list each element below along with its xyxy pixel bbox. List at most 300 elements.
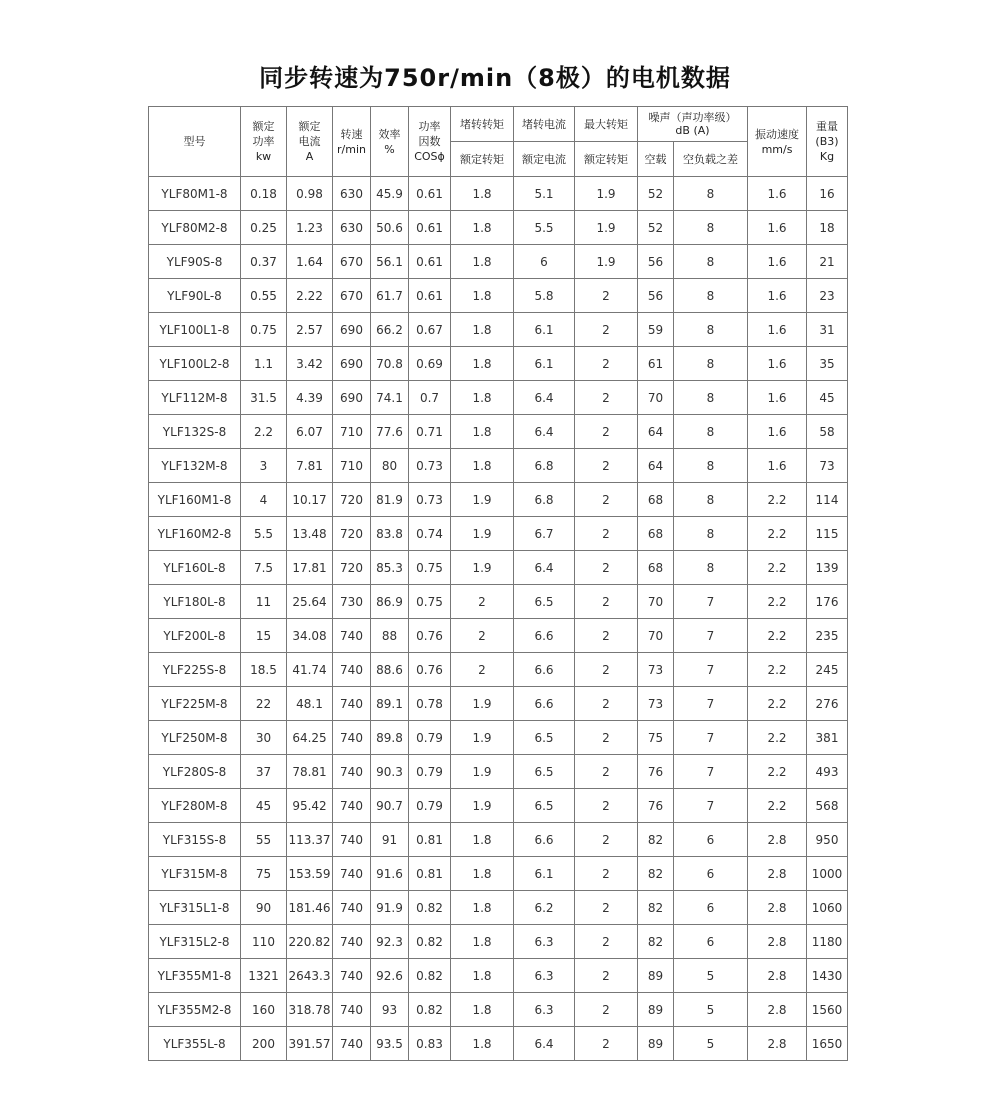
cell-weight: 73 [807, 449, 848, 483]
cell-power-factor: 0.81 [409, 823, 451, 857]
cell-max-torque: 1.9 [575, 245, 638, 279]
header-max-torque-sub: 额定转矩 [575, 142, 638, 177]
cell-current: 113.37 [287, 823, 333, 857]
cell-speed: 690 [333, 313, 371, 347]
cell-vibration: 2.2 [748, 721, 807, 755]
cell-power-factor: 0.82 [409, 925, 451, 959]
table-row [149, 993, 848, 1027]
cell-locked-current: 5.5 [514, 211, 575, 245]
cell-noise-diff: 6 [674, 857, 748, 891]
header-noise: 噪声（声功率级） dB (A) [638, 107, 748, 142]
cell-vibration: 2.2 [748, 483, 807, 517]
cell-locked-current: 6.1 [514, 857, 575, 891]
table-row [149, 823, 848, 857]
cell-current: 41.74 [287, 653, 333, 687]
cell-locked-current: 6.1 [514, 347, 575, 381]
cell-power: 30 [241, 721, 287, 755]
cell-power: 1.1 [241, 347, 287, 381]
cell-power-factor: 0.67 [409, 313, 451, 347]
cell-noise-diff: 8 [674, 211, 748, 245]
cell-power-factor: 0.82 [409, 993, 451, 1027]
cell-noise-noload: 73 [638, 687, 674, 721]
cell-weight: 31 [807, 313, 848, 347]
cell-current: 391.57 [287, 1027, 333, 1061]
cell-speed: 740 [333, 857, 371, 891]
cell-locked-torque: 1.8 [451, 347, 514, 381]
cell-noise-noload: 89 [638, 959, 674, 993]
cell-model: YLF80M1-8 [149, 177, 241, 211]
cell-power: 4 [241, 483, 287, 517]
cell-vibration: 2.2 [748, 551, 807, 585]
table-row [149, 415, 848, 449]
table-row [149, 755, 848, 789]
cell-max-torque: 2 [575, 449, 638, 483]
cell-power-factor: 0.61 [409, 211, 451, 245]
cell-noise-diff: 8 [674, 449, 748, 483]
cell-weight: 35 [807, 347, 848, 381]
cell-current: 2.22 [287, 279, 333, 313]
cell-weight: 950 [807, 823, 848, 857]
cell-max-torque: 2 [575, 959, 638, 993]
cell-efficiency: 92.3 [371, 925, 409, 959]
cell-efficiency: 90.3 [371, 755, 409, 789]
cell-noise-noload: 76 [638, 789, 674, 823]
cell-locked-current: 6.4 [514, 551, 575, 585]
header-max-torque: 最大转矩 [575, 107, 638, 142]
cell-current: 10.17 [287, 483, 333, 517]
cell-power-factor: 0.81 [409, 857, 451, 891]
cell-vibration: 2.8 [748, 925, 807, 959]
cell-model: YLF132S-8 [149, 415, 241, 449]
cell-current: 25.64 [287, 585, 333, 619]
cell-noise-noload: 52 [638, 177, 674, 211]
cell-power-factor: 0.78 [409, 687, 451, 721]
page-title: 同步转速为750r/min（8极）的电机数据 [259, 64, 731, 92]
cell-current: 181.46 [287, 891, 333, 925]
cell-model: YLF100L1-8 [149, 313, 241, 347]
cell-power: 200 [241, 1027, 287, 1061]
table-row [149, 517, 848, 551]
cell-noise-noload: 89 [638, 993, 674, 1027]
cell-model: YLF160M1-8 [149, 483, 241, 517]
cell-power: 3 [241, 449, 287, 483]
cell-noise-noload: 75 [638, 721, 674, 755]
cell-locked-torque: 2 [451, 619, 514, 653]
table-body [149, 177, 848, 1061]
cell-vibration: 2.8 [748, 891, 807, 925]
cell-noise-diff: 7 [674, 789, 748, 823]
cell-noise-noload: 56 [638, 279, 674, 313]
cell-model: YLF132M-8 [149, 449, 241, 483]
cell-locked-torque: 1.9 [451, 721, 514, 755]
cell-power: 31.5 [241, 381, 287, 415]
cell-max-torque: 2 [575, 483, 638, 517]
cell-efficiency: 88.6 [371, 653, 409, 687]
cell-power: 90 [241, 891, 287, 925]
cell-efficiency: 50.6 [371, 211, 409, 245]
table-row [149, 925, 848, 959]
header-rated-power: 额定 功率 kw [241, 107, 287, 177]
cell-weight: 568 [807, 789, 848, 823]
cell-current: 6.07 [287, 415, 333, 449]
cell-power: 160 [241, 993, 287, 1027]
cell-current: 153.59 [287, 857, 333, 891]
cell-speed: 630 [333, 177, 371, 211]
cell-efficiency: 89.1 [371, 687, 409, 721]
cell-vibration: 1.6 [748, 177, 807, 211]
cell-speed: 690 [333, 347, 371, 381]
cell-vibration: 1.6 [748, 449, 807, 483]
cell-max-torque: 2 [575, 653, 638, 687]
cell-noise-noload: 68 [638, 517, 674, 551]
cell-model: YLF355L-8 [149, 1027, 241, 1061]
table-row [149, 313, 848, 347]
cell-locked-torque: 1.8 [451, 313, 514, 347]
cell-noise-diff: 8 [674, 551, 748, 585]
cell-current: 7.81 [287, 449, 333, 483]
cell-speed: 740 [333, 959, 371, 993]
cell-locked-current: 6 [514, 245, 575, 279]
cell-efficiency: 88 [371, 619, 409, 653]
cell-speed: 740 [333, 993, 371, 1027]
cell-power: 15 [241, 619, 287, 653]
cell-locked-torque: 1.9 [451, 789, 514, 823]
cell-power-factor: 0.79 [409, 789, 451, 823]
cell-locked-current: 6.5 [514, 721, 575, 755]
cell-model: YLF355M2-8 [149, 993, 241, 1027]
cell-efficiency: 91.6 [371, 857, 409, 891]
cell-efficiency: 85.3 [371, 551, 409, 585]
cell-locked-current: 6.4 [514, 381, 575, 415]
cell-speed: 720 [333, 551, 371, 585]
cell-weight: 1060 [807, 891, 848, 925]
cell-vibration: 1.6 [748, 415, 807, 449]
header-locked-current: 堵转电流 [514, 107, 575, 142]
cell-max-torque: 2 [575, 891, 638, 925]
cell-power-factor: 0.79 [409, 721, 451, 755]
cell-locked-torque: 1.8 [451, 1027, 514, 1061]
cell-noise-diff: 7 [674, 619, 748, 653]
cell-noise-diff: 7 [674, 755, 748, 789]
cell-current: 3.42 [287, 347, 333, 381]
cell-power: 0.25 [241, 211, 287, 245]
cell-weight: 235 [807, 619, 848, 653]
cell-locked-torque: 1.9 [451, 517, 514, 551]
cell-max-torque: 2 [575, 415, 638, 449]
cell-noise-noload: 82 [638, 857, 674, 891]
cell-max-torque: 2 [575, 857, 638, 891]
cell-noise-diff: 7 [674, 585, 748, 619]
cell-power: 37 [241, 755, 287, 789]
cell-model: YLF355M1-8 [149, 959, 241, 993]
cell-efficiency: 93 [371, 993, 409, 1027]
cell-model: YLF100L2-8 [149, 347, 241, 381]
header-speed: 转速 r/min [333, 107, 371, 177]
cell-speed: 670 [333, 279, 371, 313]
table-row [149, 449, 848, 483]
cell-vibration: 2.2 [748, 653, 807, 687]
cell-max-torque: 1.9 [575, 177, 638, 211]
cell-speed: 720 [333, 517, 371, 551]
cell-max-torque: 2 [575, 517, 638, 551]
cell-noise-diff: 8 [674, 245, 748, 279]
cell-vibration: 2.2 [748, 517, 807, 551]
cell-locked-current: 6.6 [514, 687, 575, 721]
cell-locked-torque: 2 [451, 653, 514, 687]
cell-vibration: 2.2 [748, 755, 807, 789]
cell-efficiency: 66.2 [371, 313, 409, 347]
cell-current: 0.98 [287, 177, 333, 211]
cell-max-torque: 2 [575, 551, 638, 585]
header-model: 型号 [149, 107, 241, 177]
cell-power: 7.5 [241, 551, 287, 585]
cell-model: YLF225S-8 [149, 653, 241, 687]
cell-speed: 740 [333, 687, 371, 721]
cell-locked-torque: 1.8 [451, 381, 514, 415]
cell-noise-diff: 6 [674, 891, 748, 925]
cell-noise-noload: 73 [638, 653, 674, 687]
cell-model: YLF315L1-8 [149, 891, 241, 925]
cell-weight: 176 [807, 585, 848, 619]
cell-power: 0.18 [241, 177, 287, 211]
cell-noise-noload: 56 [638, 245, 674, 279]
cell-noise-noload: 70 [638, 585, 674, 619]
cell-vibration: 2.2 [748, 687, 807, 721]
cell-speed: 740 [333, 619, 371, 653]
cell-locked-torque: 1.8 [451, 891, 514, 925]
cell-weight: 114 [807, 483, 848, 517]
cell-locked-current: 6.3 [514, 925, 575, 959]
cell-noise-noload: 61 [638, 347, 674, 381]
cell-noise-noload: 64 [638, 449, 674, 483]
header-rated-current: 额定 电流 A [287, 107, 333, 177]
cell-weight: 381 [807, 721, 848, 755]
cell-speed: 730 [333, 585, 371, 619]
cell-vibration: 2.8 [748, 823, 807, 857]
cell-max-torque: 2 [575, 1027, 638, 1061]
table-row [149, 347, 848, 381]
table-row [149, 211, 848, 245]
cell-model: YLF315L2-8 [149, 925, 241, 959]
cell-weight: 58 [807, 415, 848, 449]
table-row [149, 789, 848, 823]
cell-noise-noload: 68 [638, 551, 674, 585]
cell-speed: 740 [333, 653, 371, 687]
cell-model: YLF200L-8 [149, 619, 241, 653]
cell-vibration: 2.8 [748, 857, 807, 891]
cell-noise-diff: 8 [674, 483, 748, 517]
cell-model: YLF315S-8 [149, 823, 241, 857]
table-row [149, 891, 848, 925]
cell-power: 22 [241, 687, 287, 721]
cell-efficiency: 61.7 [371, 279, 409, 313]
cell-noise-diff: 5 [674, 1027, 748, 1061]
cell-model: YLF90S-8 [149, 245, 241, 279]
cell-efficiency: 93.5 [371, 1027, 409, 1061]
cell-noise-noload: 82 [638, 891, 674, 925]
cell-power: 0.75 [241, 313, 287, 347]
cell-max-torque: 2 [575, 823, 638, 857]
cell-current: 4.39 [287, 381, 333, 415]
table-row [149, 381, 848, 415]
cell-weight: 1180 [807, 925, 848, 959]
cell-noise-noload: 64 [638, 415, 674, 449]
cell-weight: 1650 [807, 1027, 848, 1061]
cell-power: 11 [241, 585, 287, 619]
cell-vibration: 2.8 [748, 1027, 807, 1061]
cell-weight: 16 [807, 177, 848, 211]
cell-power-factor: 0.61 [409, 279, 451, 313]
cell-locked-torque: 1.9 [451, 551, 514, 585]
cell-power-factor: 0.75 [409, 585, 451, 619]
cell-noise-diff: 8 [674, 517, 748, 551]
cell-locked-current: 6.6 [514, 823, 575, 857]
cell-locked-current: 6.3 [514, 993, 575, 1027]
cell-power: 55 [241, 823, 287, 857]
cell-weight: 18 [807, 211, 848, 245]
cell-locked-torque: 1.8 [451, 823, 514, 857]
cell-vibration: 2.2 [748, 789, 807, 823]
cell-vibration: 2.2 [748, 619, 807, 653]
cell-locked-torque: 1.9 [451, 483, 514, 517]
cell-weight: 115 [807, 517, 848, 551]
cell-noise-noload: 89 [638, 1027, 674, 1061]
cell-locked-torque: 1.8 [451, 857, 514, 891]
cell-max-torque: 2 [575, 993, 638, 1027]
header-weight: 重量 (B3) Kg [807, 107, 848, 177]
cell-model: YLF180L-8 [149, 585, 241, 619]
cell-locked-current: 5.1 [514, 177, 575, 211]
cell-locked-current: 6.5 [514, 585, 575, 619]
cell-current: 64.25 [287, 721, 333, 755]
cell-power: 1321 [241, 959, 287, 993]
cell-efficiency: 70.8 [371, 347, 409, 381]
cell-current: 78.81 [287, 755, 333, 789]
cell-power-factor: 0.74 [409, 517, 451, 551]
cell-model: YLF90L-8 [149, 279, 241, 313]
table-row [149, 279, 848, 313]
cell-noise-diff: 7 [674, 721, 748, 755]
cell-efficiency: 83.8 [371, 517, 409, 551]
cell-efficiency: 90.7 [371, 789, 409, 823]
cell-max-torque: 2 [575, 585, 638, 619]
cell-power-factor: 0.71 [409, 415, 451, 449]
cell-current: 13.48 [287, 517, 333, 551]
cell-speed: 630 [333, 211, 371, 245]
cell-locked-torque: 1.8 [451, 245, 514, 279]
cell-model: YLF160L-8 [149, 551, 241, 585]
cell-power-factor: 0.61 [409, 245, 451, 279]
cell-power-factor: 0.83 [409, 1027, 451, 1061]
header-vibration: 振动速度 mm/s [748, 107, 807, 177]
table-row [149, 959, 848, 993]
cell-power: 18.5 [241, 653, 287, 687]
cell-weight: 1560 [807, 993, 848, 1027]
cell-locked-torque: 1.9 [451, 755, 514, 789]
cell-efficiency: 91 [371, 823, 409, 857]
cell-weight: 139 [807, 551, 848, 585]
cell-speed: 710 [333, 449, 371, 483]
cell-model: YLF280S-8 [149, 755, 241, 789]
cell-locked-torque: 1.8 [451, 925, 514, 959]
cell-power: 2.2 [241, 415, 287, 449]
header-noise-diff: 空负载之差 [674, 142, 748, 177]
table-row [149, 177, 848, 211]
cell-model: YLF315M-8 [149, 857, 241, 891]
table-row [149, 857, 848, 891]
cell-noise-noload: 70 [638, 381, 674, 415]
cell-noise-diff: 5 [674, 993, 748, 1027]
cell-locked-torque: 1.8 [451, 211, 514, 245]
table-row [149, 653, 848, 687]
cell-vibration: 1.6 [748, 211, 807, 245]
cell-noise-diff: 8 [674, 279, 748, 313]
cell-max-torque: 2 [575, 925, 638, 959]
cell-speed: 720 [333, 483, 371, 517]
cell-vibration: 1.6 [748, 347, 807, 381]
cell-max-torque: 2 [575, 619, 638, 653]
cell-vibration: 2.8 [748, 959, 807, 993]
cell-locked-torque: 1.9 [451, 687, 514, 721]
cell-weight: 45 [807, 381, 848, 415]
cell-weight: 276 [807, 687, 848, 721]
cell-noise-diff: 8 [674, 381, 748, 415]
cell-model: YLF250M-8 [149, 721, 241, 755]
cell-efficiency: 56.1 [371, 245, 409, 279]
table-row [149, 585, 848, 619]
cell-noise-diff: 8 [674, 415, 748, 449]
cell-power: 110 [241, 925, 287, 959]
header-row-1 [149, 107, 848, 142]
cell-weight: 1000 [807, 857, 848, 891]
cell-power-factor: 0.73 [409, 449, 451, 483]
cell-speed: 740 [333, 789, 371, 823]
motor-data-table [148, 106, 848, 1061]
cell-noise-diff: 8 [674, 177, 748, 211]
cell-max-torque: 2 [575, 789, 638, 823]
cell-speed: 740 [333, 925, 371, 959]
cell-locked-current: 5.8 [514, 279, 575, 313]
header-power-factor: 功率 因数 COSϕ [409, 107, 451, 177]
cell-speed: 740 [333, 1027, 371, 1061]
cell-speed: 740 [333, 823, 371, 857]
table-row [149, 483, 848, 517]
cell-current: 1.64 [287, 245, 333, 279]
cell-vibration: 2.8 [748, 993, 807, 1027]
cell-model: YLF225M-8 [149, 687, 241, 721]
table-row [149, 687, 848, 721]
cell-current: 220.82 [287, 925, 333, 959]
cell-efficiency: 92.6 [371, 959, 409, 993]
cell-locked-current: 6.8 [514, 449, 575, 483]
cell-current: 48.1 [287, 687, 333, 721]
cell-locked-torque: 1.8 [451, 449, 514, 483]
cell-efficiency: 86.9 [371, 585, 409, 619]
cell-power: 75 [241, 857, 287, 891]
cell-current: 34.08 [287, 619, 333, 653]
cell-speed: 670 [333, 245, 371, 279]
cell-vibration: 2.2 [748, 585, 807, 619]
header-noise-noload: 空载 [638, 142, 674, 177]
cell-power-factor: 0.69 [409, 347, 451, 381]
cell-vibration: 1.6 [748, 245, 807, 279]
cell-locked-current: 6.5 [514, 789, 575, 823]
table-row [149, 551, 848, 585]
cell-locked-torque: 1.8 [451, 993, 514, 1027]
cell-locked-current: 6.6 [514, 619, 575, 653]
cell-efficiency: 89.8 [371, 721, 409, 755]
cell-max-torque: 2 [575, 347, 638, 381]
